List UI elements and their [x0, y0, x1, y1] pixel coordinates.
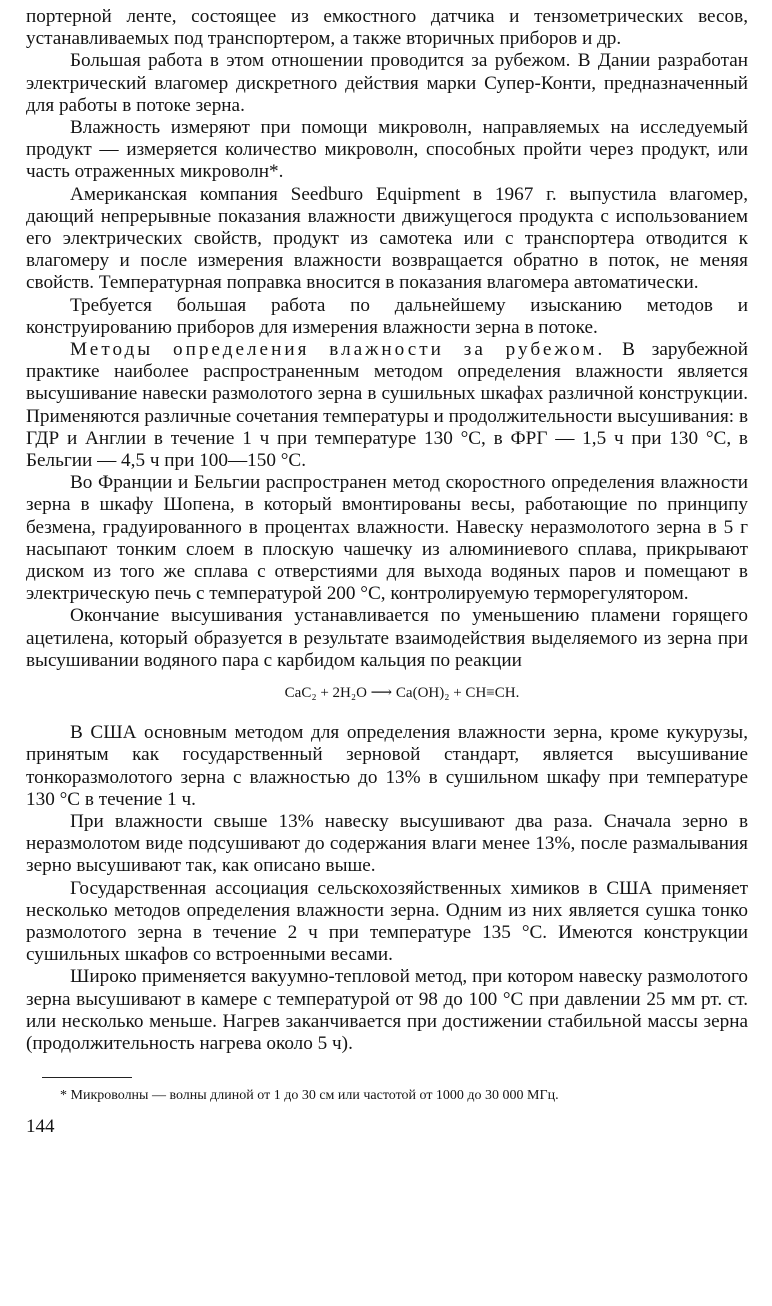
footnote: * Микроволны — волны длиной от 1 до 30 см или частотой от 1000 до 30 000 МГц. — [60, 1088, 559, 1104]
paragraph: Требуется большая работа по дальнейшему изысканию методов и конструированию приборов для измерения влажности зерна в потоке. — [26, 294, 748, 338]
footnote-divider — [42, 1077, 132, 1078]
paragraph: Во Франции и Бельгии распространен метод скоростного определения влажности зерна в шкафу Шопена, в который вмонтированы весы, работающие по принципу безмена, градуированного в процентах влажности. Навеску неразмолотого зерна в 5 г насыпают тонким слоем в плоскую чашечку из алюминиевого сплава, прикрывают диском из того же сплава с отверстиями для выхода водяных паров и помещают в электрическую печь с температурой 200 °С, контролируемую терморегулятором. — [26, 472, 748, 605]
paragraph: Окончание высушивания устанавливается по уменьшению пламени горящего ацетилена, который образуется в результате взаимодействия выделяемого из зерна при высушивании водяного пара с карбидом кальция по реакции — [26, 605, 748, 671]
section-heading: Методы определения влажности за рубежом. — [70, 339, 606, 361]
paragraph: В США основным методом для определения влажности зерна, кроме кукурузы, принятым как государственный зерновой стандарт, является высушивание тонкоразмолотого зерна с влажностью до 13% в сушильном шкафу при температуре 130 °С в течение 1 ч. — [26, 722, 748, 810]
paragraph: портерной ленте, состоящее из емкостного датчика и тензометрических весов, устанавливаемых под транспортером, а также вторичных приборов и др. — [26, 6, 748, 50]
section-text: В зарубежной практике наиболее распространенным методом определения влажности является высушивание навески размолотого зерна в сушильных шкафах различной конструкции. Применяются различные сочетания температуры и продолжительности высушивания: в ГДР и Англии в течение 1 ч при температуре 130 °С, в ФРГ — 1,5 ч при 130 °С, в Бельгии — 4,5 ч при 100—150 °С. — [26, 339, 748, 472]
body-text-continued — [26, 722, 748, 1055]
paragraph: Большая работа в этом отношении проводится за рубежом. В Дании разработан электрический влагомер дискретного действия марки Супер-Конти, предназначенный для работы в потоке зерна. — [26, 50, 748, 116]
paragraph: Влажность измеряют при помощи микроволн, направляемых на исследуемый продукт — измеряется количество микроволн, способных пройти через продукт, или часть отраженных микроволн*. — [26, 117, 748, 183]
paragraph: Американская компания Seedburo Equipment в 1967 г. выпустила влагомер, дающий непрерывные показания влажности движущегося продукта с использованием его электрических свойств, продукт из самотека или с транспортера отводится к влагомеру и после измерения влажности возвращается обратно в поток, не меняя свойств. Температурная поправка вносится в показания влагомера автоматически. — [26, 183, 748, 294]
section-paragraph — [26, 339, 748, 472]
paragraph: Государственная ассоциация сельскохозяйственных химиков в США применяет несколько методов определения влажности зерна. Одним из них является сушка тонко размолотого зерна в течение 2 ч при температуре 135 °С. Имеются конструкции сушильных шкафов со встроенными весами. — [26, 877, 748, 966]
paragraph: При влажности свыше 13% навеску высушивают два раза. Сначала зерно в неразмолотом виде подсушивают до содержания влаги менее 13%, после размалывания зерно высушивают так, как описано выше. — [26, 810, 748, 877]
paragraph: Широко применяется вакуумно-тепловой метод, при котором навеску размолотого зерна высушивают в камере с температурой от 98 до 100 °С при давлении 25 мм рт. ст. или несколько меньше. Нагрев заканчивается при достижении стабильной массы зерна (продолжительность нагрева около 5 ч). — [26, 966, 748, 1054]
chemical-formula: CaC₂ + 2H₂O ⟶ Ca(OH)₂ + CH≡CH. — [284, 685, 520, 702]
page-number: 144 — [26, 1116, 55, 1138]
body-text — [26, 6, 748, 672]
